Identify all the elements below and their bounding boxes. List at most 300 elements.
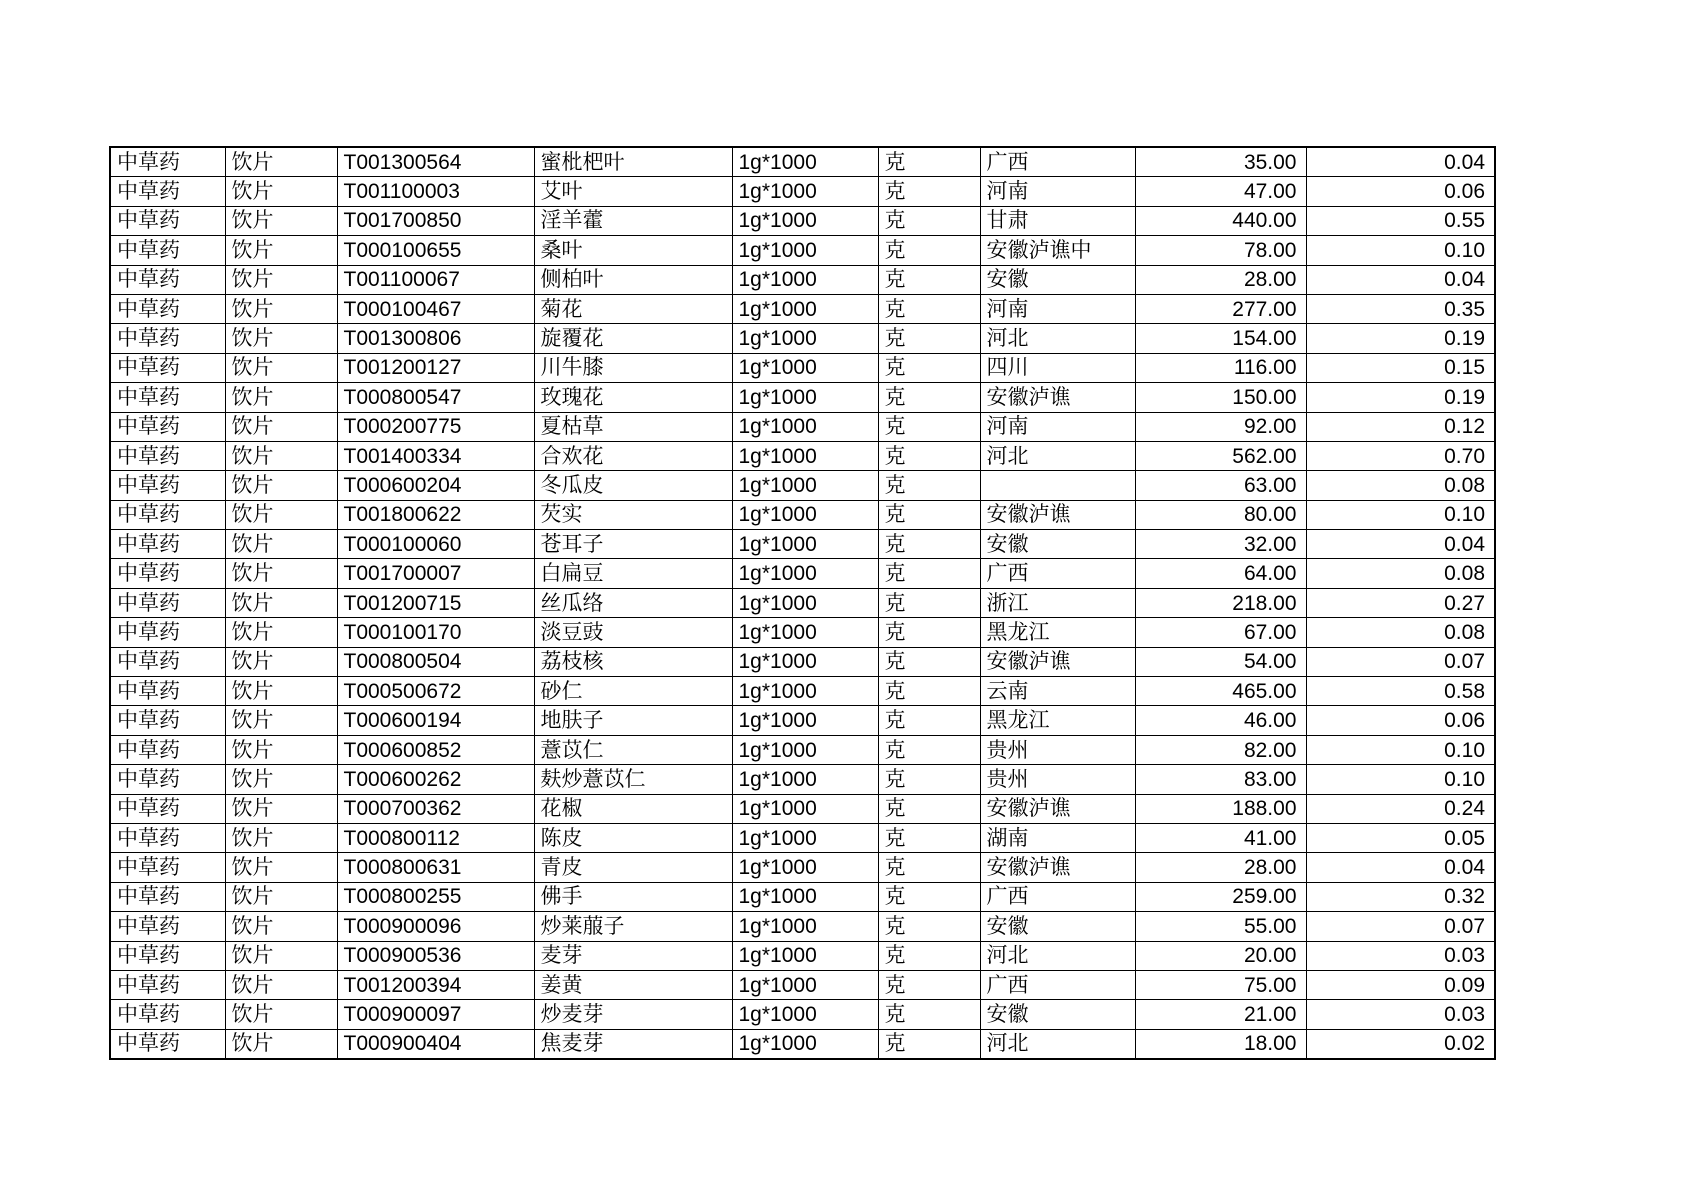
unit-cell: 克 bbox=[878, 677, 980, 706]
table-row bbox=[110, 265, 1495, 294]
unit-cell: 克 bbox=[878, 853, 980, 882]
spec-cell: 1g*1000 bbox=[732, 1029, 878, 1059]
unit-price-cell: 0.10 bbox=[1306, 765, 1495, 794]
category-cell: 中草药 bbox=[110, 206, 225, 235]
name-cell: 陈皮 bbox=[534, 823, 732, 852]
origin-cell: 广西 bbox=[980, 147, 1135, 177]
table-row bbox=[110, 353, 1495, 382]
form-cell: 饮片 bbox=[225, 941, 337, 970]
origin-cell: 浙江 bbox=[980, 588, 1135, 617]
form-cell: 饮片 bbox=[225, 412, 337, 441]
code-cell: T000800255 bbox=[337, 882, 534, 911]
category-cell: 中草药 bbox=[110, 265, 225, 294]
unit-price-cell: 0.04 bbox=[1306, 853, 1495, 882]
name-cell: 地肤子 bbox=[534, 706, 732, 735]
spec-cell: 1g*1000 bbox=[732, 970, 878, 999]
form-cell: 饮片 bbox=[225, 677, 337, 706]
code-cell: T000900097 bbox=[337, 1000, 534, 1029]
form-cell: 饮片 bbox=[225, 618, 337, 647]
unit-cell: 克 bbox=[878, 236, 980, 265]
table-body bbox=[110, 147, 1495, 1059]
origin-cell: 安徽泸谯 bbox=[980, 383, 1135, 412]
code-cell: T000100170 bbox=[337, 618, 534, 647]
code-cell: T001700007 bbox=[337, 559, 534, 588]
category-cell: 中草药 bbox=[110, 236, 225, 265]
name-cell: 侧柏叶 bbox=[534, 265, 732, 294]
table-row bbox=[110, 706, 1495, 735]
category-cell: 中草药 bbox=[110, 294, 225, 323]
category-cell: 中草药 bbox=[110, 677, 225, 706]
origin-cell: 安徽 bbox=[980, 265, 1135, 294]
unit-cell: 克 bbox=[878, 559, 980, 588]
form-cell: 饮片 bbox=[225, 324, 337, 353]
table-row bbox=[110, 794, 1495, 823]
origin-cell: 河南 bbox=[980, 412, 1135, 441]
category-cell: 中草药 bbox=[110, 882, 225, 911]
unit-cell: 克 bbox=[878, 647, 980, 676]
price-cell: 465.00 bbox=[1135, 677, 1306, 706]
spec-cell: 1g*1000 bbox=[732, 530, 878, 559]
spec-cell: 1g*1000 bbox=[732, 265, 878, 294]
category-cell: 中草药 bbox=[110, 765, 225, 794]
unit-cell: 克 bbox=[878, 324, 980, 353]
unit-cell: 克 bbox=[878, 530, 980, 559]
category-cell: 中草药 bbox=[110, 970, 225, 999]
origin-cell: 河北 bbox=[980, 941, 1135, 970]
table-row bbox=[110, 970, 1495, 999]
code-cell: T000900536 bbox=[337, 941, 534, 970]
table-row bbox=[110, 236, 1495, 265]
category-cell: 中草药 bbox=[110, 647, 225, 676]
unit-price-cell: 0.06 bbox=[1306, 706, 1495, 735]
unit-cell: 克 bbox=[878, 618, 980, 647]
origin-cell: 安徽泸谯 bbox=[980, 500, 1135, 529]
origin-cell: 安徽泸谯 bbox=[980, 647, 1135, 676]
spec-cell: 1g*1000 bbox=[732, 794, 878, 823]
form-cell: 饮片 bbox=[225, 441, 337, 470]
name-cell: 荔枝核 bbox=[534, 647, 732, 676]
table-row bbox=[110, 735, 1495, 764]
name-cell: 冬瓜皮 bbox=[534, 471, 732, 500]
category-cell: 中草药 bbox=[110, 823, 225, 852]
name-cell: 夏枯草 bbox=[534, 412, 732, 441]
category-cell: 中草药 bbox=[110, 147, 225, 177]
spec-cell: 1g*1000 bbox=[732, 823, 878, 852]
origin-cell: 四川 bbox=[980, 353, 1135, 382]
origin-cell: 广西 bbox=[980, 559, 1135, 588]
table-row bbox=[110, 206, 1495, 235]
origin-cell bbox=[980, 471, 1135, 500]
spec-cell: 1g*1000 bbox=[732, 471, 878, 500]
price-cell: 78.00 bbox=[1135, 236, 1306, 265]
table-row bbox=[110, 177, 1495, 206]
unit-price-cell: 0.07 bbox=[1306, 647, 1495, 676]
code-cell: T000500672 bbox=[337, 677, 534, 706]
price-cell: 64.00 bbox=[1135, 559, 1306, 588]
form-cell: 饮片 bbox=[225, 823, 337, 852]
table-row bbox=[110, 500, 1495, 529]
code-cell: T000100467 bbox=[337, 294, 534, 323]
code-cell: T000800631 bbox=[337, 853, 534, 882]
spec-cell: 1g*1000 bbox=[732, 206, 878, 235]
unit-price-cell: 0.09 bbox=[1306, 970, 1495, 999]
code-cell: T000100060 bbox=[337, 530, 534, 559]
table-row bbox=[110, 677, 1495, 706]
category-cell: 中草药 bbox=[110, 735, 225, 764]
table-row bbox=[110, 941, 1495, 970]
unit-price-cell: 0.10 bbox=[1306, 236, 1495, 265]
form-cell: 饮片 bbox=[225, 471, 337, 500]
table-row bbox=[110, 912, 1495, 941]
table-row bbox=[110, 618, 1495, 647]
category-cell: 中草药 bbox=[110, 412, 225, 441]
spec-cell: 1g*1000 bbox=[732, 324, 878, 353]
origin-cell: 贵州 bbox=[980, 765, 1135, 794]
spec-cell: 1g*1000 bbox=[732, 441, 878, 470]
unit-cell: 克 bbox=[878, 441, 980, 470]
code-cell: T001100067 bbox=[337, 265, 534, 294]
form-cell: 饮片 bbox=[225, 1029, 337, 1059]
name-cell: 合欢花 bbox=[534, 441, 732, 470]
spec-cell: 1g*1000 bbox=[732, 236, 878, 265]
unit-cell: 克 bbox=[878, 353, 980, 382]
name-cell: 薏苡仁 bbox=[534, 735, 732, 764]
unit-cell: 克 bbox=[878, 706, 980, 735]
code-cell: T000800547 bbox=[337, 383, 534, 412]
code-cell: T000100655 bbox=[337, 236, 534, 265]
unit-price-cell: 0.06 bbox=[1306, 177, 1495, 206]
price-cell: 18.00 bbox=[1135, 1029, 1306, 1059]
unit-cell: 克 bbox=[878, 765, 980, 794]
unit-price-cell: 0.05 bbox=[1306, 823, 1495, 852]
price-cell: 562.00 bbox=[1135, 441, 1306, 470]
form-cell: 饮片 bbox=[225, 353, 337, 382]
code-cell: T000900096 bbox=[337, 912, 534, 941]
code-cell: T000900404 bbox=[337, 1029, 534, 1059]
name-cell: 炒莱菔子 bbox=[534, 912, 732, 941]
category-cell: 中草药 bbox=[110, 853, 225, 882]
origin-cell: 甘肃 bbox=[980, 206, 1135, 235]
category-cell: 中草药 bbox=[110, 353, 225, 382]
name-cell: 花椒 bbox=[534, 794, 732, 823]
unit-cell: 克 bbox=[878, 970, 980, 999]
unit-price-cell: 0.35 bbox=[1306, 294, 1495, 323]
origin-cell: 黑龙江 bbox=[980, 706, 1135, 735]
code-cell: T000200775 bbox=[337, 412, 534, 441]
spec-cell: 1g*1000 bbox=[732, 941, 878, 970]
unit-cell: 克 bbox=[878, 735, 980, 764]
unit-cell: 克 bbox=[878, 1000, 980, 1029]
origin-cell: 云南 bbox=[980, 677, 1135, 706]
spec-cell: 1g*1000 bbox=[732, 500, 878, 529]
form-cell: 饮片 bbox=[225, 294, 337, 323]
table-row bbox=[110, 294, 1495, 323]
price-cell: 55.00 bbox=[1135, 912, 1306, 941]
category-cell: 中草药 bbox=[110, 1000, 225, 1029]
price-cell: 54.00 bbox=[1135, 647, 1306, 676]
origin-cell: 贵州 bbox=[980, 735, 1135, 764]
spec-cell: 1g*1000 bbox=[732, 412, 878, 441]
name-cell: 佛手 bbox=[534, 882, 732, 911]
form-cell: 饮片 bbox=[225, 706, 337, 735]
category-cell: 中草药 bbox=[110, 559, 225, 588]
unit-cell: 克 bbox=[878, 794, 980, 823]
code-cell: T000800112 bbox=[337, 823, 534, 852]
price-cell: 80.00 bbox=[1135, 500, 1306, 529]
table-row bbox=[110, 588, 1495, 617]
origin-cell: 河南 bbox=[980, 294, 1135, 323]
price-cell: 188.00 bbox=[1135, 794, 1306, 823]
herb-price-table bbox=[109, 146, 1496, 1060]
price-cell: 259.00 bbox=[1135, 882, 1306, 911]
unit-price-cell: 0.04 bbox=[1306, 265, 1495, 294]
origin-cell: 安徽泸谯 bbox=[980, 853, 1135, 882]
price-cell: 67.00 bbox=[1135, 618, 1306, 647]
table-row bbox=[110, 471, 1495, 500]
code-cell: T001400334 bbox=[337, 441, 534, 470]
origin-cell: 安徽泸谯中 bbox=[980, 236, 1135, 265]
table-row bbox=[110, 441, 1495, 470]
spec-cell: 1g*1000 bbox=[732, 618, 878, 647]
unit-price-cell: 0.10 bbox=[1306, 735, 1495, 764]
form-cell: 饮片 bbox=[225, 559, 337, 588]
spec-cell: 1g*1000 bbox=[732, 294, 878, 323]
unit-price-cell: 0.12 bbox=[1306, 412, 1495, 441]
unit-cell: 克 bbox=[878, 147, 980, 177]
form-cell: 饮片 bbox=[225, 970, 337, 999]
price-cell: 150.00 bbox=[1135, 383, 1306, 412]
category-cell: 中草药 bbox=[110, 177, 225, 206]
unit-cell: 克 bbox=[878, 1029, 980, 1059]
name-cell: 炒麦芽 bbox=[534, 1000, 732, 1029]
origin-cell: 安徽泸谯 bbox=[980, 794, 1135, 823]
unit-price-cell: 0.24 bbox=[1306, 794, 1495, 823]
code-cell: T001200715 bbox=[337, 588, 534, 617]
form-cell: 饮片 bbox=[225, 794, 337, 823]
category-cell: 中草药 bbox=[110, 941, 225, 970]
unit-price-cell: 0.70 bbox=[1306, 441, 1495, 470]
spec-cell: 1g*1000 bbox=[732, 588, 878, 617]
form-cell: 饮片 bbox=[225, 265, 337, 294]
table-row bbox=[110, 765, 1495, 794]
name-cell: 砂仁 bbox=[534, 677, 732, 706]
code-cell: T001300564 bbox=[337, 147, 534, 177]
price-cell: 277.00 bbox=[1135, 294, 1306, 323]
form-cell: 饮片 bbox=[225, 206, 337, 235]
code-cell: T000800504 bbox=[337, 647, 534, 676]
price-cell: 46.00 bbox=[1135, 706, 1306, 735]
name-cell: 淫羊藿 bbox=[534, 206, 732, 235]
code-cell: T001800622 bbox=[337, 500, 534, 529]
origin-cell: 安徽 bbox=[980, 1000, 1135, 1029]
unit-price-cell: 0.10 bbox=[1306, 500, 1495, 529]
category-cell: 中草药 bbox=[110, 530, 225, 559]
category-cell: 中草药 bbox=[110, 324, 225, 353]
code-cell: T001100003 bbox=[337, 177, 534, 206]
name-cell: 芡实 bbox=[534, 500, 732, 529]
form-cell: 饮片 bbox=[225, 912, 337, 941]
category-cell: 中草药 bbox=[110, 706, 225, 735]
price-cell: 75.00 bbox=[1135, 970, 1306, 999]
form-cell: 饮片 bbox=[225, 647, 337, 676]
unit-price-cell: 0.19 bbox=[1306, 324, 1495, 353]
unit-price-cell: 0.03 bbox=[1306, 941, 1495, 970]
code-cell: T001300806 bbox=[337, 324, 534, 353]
origin-cell: 广西 bbox=[980, 970, 1135, 999]
name-cell: 白扁豆 bbox=[534, 559, 732, 588]
unit-price-cell: 0.07 bbox=[1306, 912, 1495, 941]
unit-price-cell: 0.55 bbox=[1306, 206, 1495, 235]
table-row bbox=[110, 324, 1495, 353]
spec-cell: 1g*1000 bbox=[732, 647, 878, 676]
unit-price-cell: 0.04 bbox=[1306, 530, 1495, 559]
form-cell: 饮片 bbox=[225, 882, 337, 911]
category-cell: 中草药 bbox=[110, 1029, 225, 1059]
unit-cell: 克 bbox=[878, 265, 980, 294]
spec-cell: 1g*1000 bbox=[732, 147, 878, 177]
origin-cell: 河北 bbox=[980, 1029, 1135, 1059]
category-cell: 中草药 bbox=[110, 588, 225, 617]
price-cell: 28.00 bbox=[1135, 265, 1306, 294]
table-row bbox=[110, 1029, 1495, 1059]
price-cell: 218.00 bbox=[1135, 588, 1306, 617]
spec-cell: 1g*1000 bbox=[732, 706, 878, 735]
code-cell: T001200127 bbox=[337, 353, 534, 382]
spec-cell: 1g*1000 bbox=[732, 912, 878, 941]
origin-cell: 广西 bbox=[980, 882, 1135, 911]
name-cell: 旋覆花 bbox=[534, 324, 732, 353]
form-cell: 饮片 bbox=[225, 147, 337, 177]
price-cell: 35.00 bbox=[1135, 147, 1306, 177]
spec-cell: 1g*1000 bbox=[732, 1000, 878, 1029]
spec-cell: 1g*1000 bbox=[732, 383, 878, 412]
price-cell: 154.00 bbox=[1135, 324, 1306, 353]
price-cell: 47.00 bbox=[1135, 177, 1306, 206]
spec-cell: 1g*1000 bbox=[732, 735, 878, 764]
category-cell: 中草药 bbox=[110, 383, 225, 412]
price-cell: 28.00 bbox=[1135, 853, 1306, 882]
category-cell: 中草药 bbox=[110, 500, 225, 529]
name-cell: 桑叶 bbox=[534, 236, 732, 265]
price-cell: 21.00 bbox=[1135, 1000, 1306, 1029]
table-row bbox=[110, 383, 1495, 412]
form-cell: 饮片 bbox=[225, 236, 337, 265]
category-cell: 中草药 bbox=[110, 441, 225, 470]
unit-cell: 克 bbox=[878, 383, 980, 412]
spec-cell: 1g*1000 bbox=[732, 677, 878, 706]
name-cell: 菊花 bbox=[534, 294, 732, 323]
unit-cell: 克 bbox=[878, 206, 980, 235]
table-row bbox=[110, 1000, 1495, 1029]
unit-cell: 克 bbox=[878, 912, 980, 941]
origin-cell: 湖南 bbox=[980, 823, 1135, 852]
price-cell: 92.00 bbox=[1135, 412, 1306, 441]
unit-price-cell: 0.15 bbox=[1306, 353, 1495, 382]
unit-price-cell: 0.08 bbox=[1306, 618, 1495, 647]
price-cell: 63.00 bbox=[1135, 471, 1306, 500]
form-cell: 饮片 bbox=[225, 530, 337, 559]
form-cell: 饮片 bbox=[225, 1000, 337, 1029]
table-row bbox=[110, 823, 1495, 852]
unit-price-cell: 0.32 bbox=[1306, 882, 1495, 911]
unit-price-cell: 0.03 bbox=[1306, 1000, 1495, 1029]
unit-cell: 克 bbox=[878, 294, 980, 323]
unit-price-cell: 0.08 bbox=[1306, 559, 1495, 588]
form-cell: 饮片 bbox=[225, 500, 337, 529]
spec-cell: 1g*1000 bbox=[732, 882, 878, 911]
name-cell: 姜黄 bbox=[534, 970, 732, 999]
name-cell: 丝瓜络 bbox=[534, 588, 732, 617]
form-cell: 饮片 bbox=[225, 177, 337, 206]
form-cell: 饮片 bbox=[225, 383, 337, 412]
unit-cell: 克 bbox=[878, 177, 980, 206]
price-cell: 32.00 bbox=[1135, 530, 1306, 559]
unit-price-cell: 0.08 bbox=[1306, 471, 1495, 500]
code-cell: T000600852 bbox=[337, 735, 534, 764]
unit-price-cell: 0.27 bbox=[1306, 588, 1495, 617]
table-row bbox=[110, 412, 1495, 441]
name-cell: 川牛膝 bbox=[534, 353, 732, 382]
name-cell: 艾叶 bbox=[534, 177, 732, 206]
unit-price-cell: 0.58 bbox=[1306, 677, 1495, 706]
code-cell: T000600204 bbox=[337, 471, 534, 500]
name-cell: 淡豆豉 bbox=[534, 618, 732, 647]
form-cell: 饮片 bbox=[225, 765, 337, 794]
price-cell: 116.00 bbox=[1135, 353, 1306, 382]
origin-cell: 河北 bbox=[980, 324, 1135, 353]
unit-price-cell: 0.19 bbox=[1306, 383, 1495, 412]
name-cell: 苍耳子 bbox=[534, 530, 732, 559]
code-cell: T001200394 bbox=[337, 970, 534, 999]
spec-cell: 1g*1000 bbox=[732, 853, 878, 882]
unit-cell: 克 bbox=[878, 882, 980, 911]
origin-cell: 安徽 bbox=[980, 912, 1135, 941]
origin-cell: 河南 bbox=[980, 177, 1135, 206]
table-row bbox=[110, 559, 1495, 588]
table-row bbox=[110, 853, 1495, 882]
code-cell: T000600262 bbox=[337, 765, 534, 794]
origin-cell: 安徽 bbox=[980, 530, 1135, 559]
code-cell: T001700850 bbox=[337, 206, 534, 235]
price-cell: 82.00 bbox=[1135, 735, 1306, 764]
price-cell: 83.00 bbox=[1135, 765, 1306, 794]
unit-cell: 克 bbox=[878, 588, 980, 617]
price-cell: 20.00 bbox=[1135, 941, 1306, 970]
origin-cell: 河北 bbox=[980, 441, 1135, 470]
spec-cell: 1g*1000 bbox=[732, 765, 878, 794]
category-cell: 中草药 bbox=[110, 794, 225, 823]
category-cell: 中草药 bbox=[110, 471, 225, 500]
form-cell: 饮片 bbox=[225, 735, 337, 764]
category-cell: 中草药 bbox=[110, 618, 225, 647]
price-cell: 440.00 bbox=[1135, 206, 1306, 235]
table-row bbox=[110, 882, 1495, 911]
price-cell: 41.00 bbox=[1135, 823, 1306, 852]
category-cell: 中草药 bbox=[110, 912, 225, 941]
code-cell: T000600194 bbox=[337, 706, 534, 735]
form-cell: 饮片 bbox=[225, 853, 337, 882]
unit-cell: 克 bbox=[878, 500, 980, 529]
spec-cell: 1g*1000 bbox=[732, 353, 878, 382]
spec-cell: 1g*1000 bbox=[732, 559, 878, 588]
name-cell: 麦芽 bbox=[534, 941, 732, 970]
origin-cell: 黑龙江 bbox=[980, 618, 1135, 647]
table-row bbox=[110, 530, 1495, 559]
name-cell: 玫瑰花 bbox=[534, 383, 732, 412]
name-cell: 麸炒薏苡仁 bbox=[534, 765, 732, 794]
code-cell: T000700362 bbox=[337, 794, 534, 823]
unit-cell: 克 bbox=[878, 823, 980, 852]
